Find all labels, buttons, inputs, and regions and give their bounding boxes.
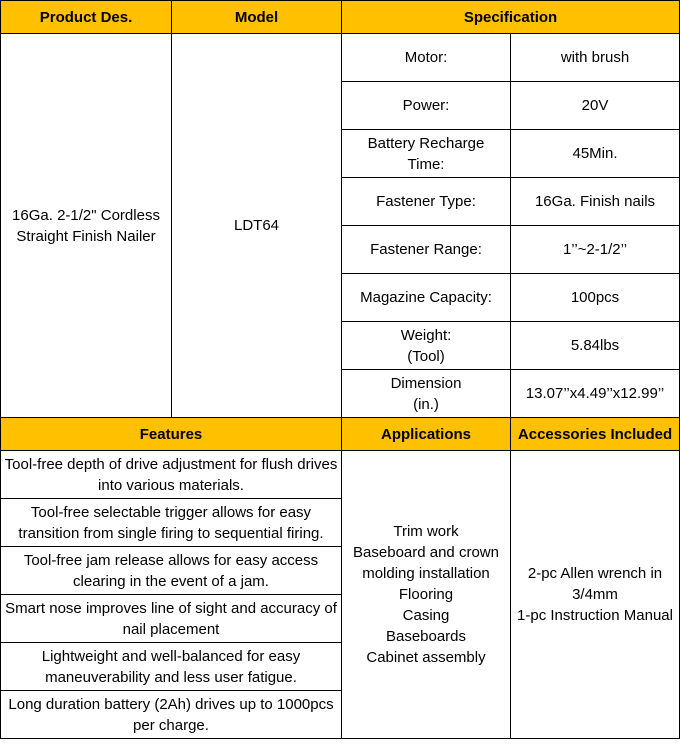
applications-header: Applications bbox=[342, 418, 511, 451]
product-description: 16Ga. 2-1/2" Cordless Straight Finish Nailer bbox=[1, 34, 172, 418]
spec-value: with brush bbox=[511, 34, 680, 82]
spec-value: 100pcs bbox=[511, 274, 680, 322]
spec-label: Weight: (Tool) bbox=[342, 322, 511, 370]
spec-row bbox=[1, 34, 680, 82]
accessories-list: 2-pc Allen wrench in 3/4mm 1-pc Instruction Manual bbox=[511, 451, 680, 739]
feature-row bbox=[1, 451, 680, 499]
spec-label: Fastener Range: bbox=[342, 226, 511, 274]
spec-label: Magazine Capacity: bbox=[342, 274, 511, 322]
spec-value: 20V bbox=[511, 82, 680, 130]
spec-value: 45Min. bbox=[511, 130, 680, 178]
product-des-header: Product Des. bbox=[1, 1, 172, 34]
spec-label: Motor: bbox=[342, 34, 511, 82]
feature-item: Tool-free depth of drive adjustment for flush drives into various materials. bbox=[1, 451, 342, 499]
spec-label: Dimension (in.) bbox=[342, 370, 511, 418]
accessories-header: Accessories Included bbox=[511, 418, 680, 451]
spec-value: 1’’~2-1/2’’ bbox=[511, 226, 680, 274]
specification-header: Specification bbox=[342, 1, 680, 34]
spec-label: Fastener Type: bbox=[342, 178, 511, 226]
header-row-top bbox=[1, 1, 680, 34]
spec-value: 16Ga. Finish nails bbox=[511, 178, 680, 226]
spec-label: Power: bbox=[342, 82, 511, 130]
features-header: Features bbox=[1, 418, 342, 451]
product-model: LDT64 bbox=[172, 34, 342, 418]
spec-value: 5.84lbs bbox=[511, 322, 680, 370]
spec-label: Battery Recharge Time: bbox=[342, 130, 511, 178]
feature-item: Tool-free jam release allows for easy access clearing in the event of a jam. bbox=[1, 547, 342, 595]
applications-list: Trim work Baseboard and crown molding installation Flooring Casing Baseboards Cabinet assembly bbox=[342, 451, 511, 739]
feature-item: Smart nose improves line of sight and accuracy of nail placement bbox=[1, 595, 342, 643]
header-row-bottom bbox=[1, 418, 680, 451]
spec-value: 13.07’’x4.49’’x12.99’’ bbox=[511, 370, 680, 418]
feature-item: Lightweight and well-balanced for easy maneuverability and less user fatigue. bbox=[1, 643, 342, 691]
feature-item: Long duration battery (2Ah) drives up to 1000pcs per charge. bbox=[1, 691, 342, 739]
model-header: Model bbox=[172, 1, 342, 34]
feature-item: Tool-free selectable trigger allows for easy transition from single firing to sequential firing. bbox=[1, 499, 342, 547]
